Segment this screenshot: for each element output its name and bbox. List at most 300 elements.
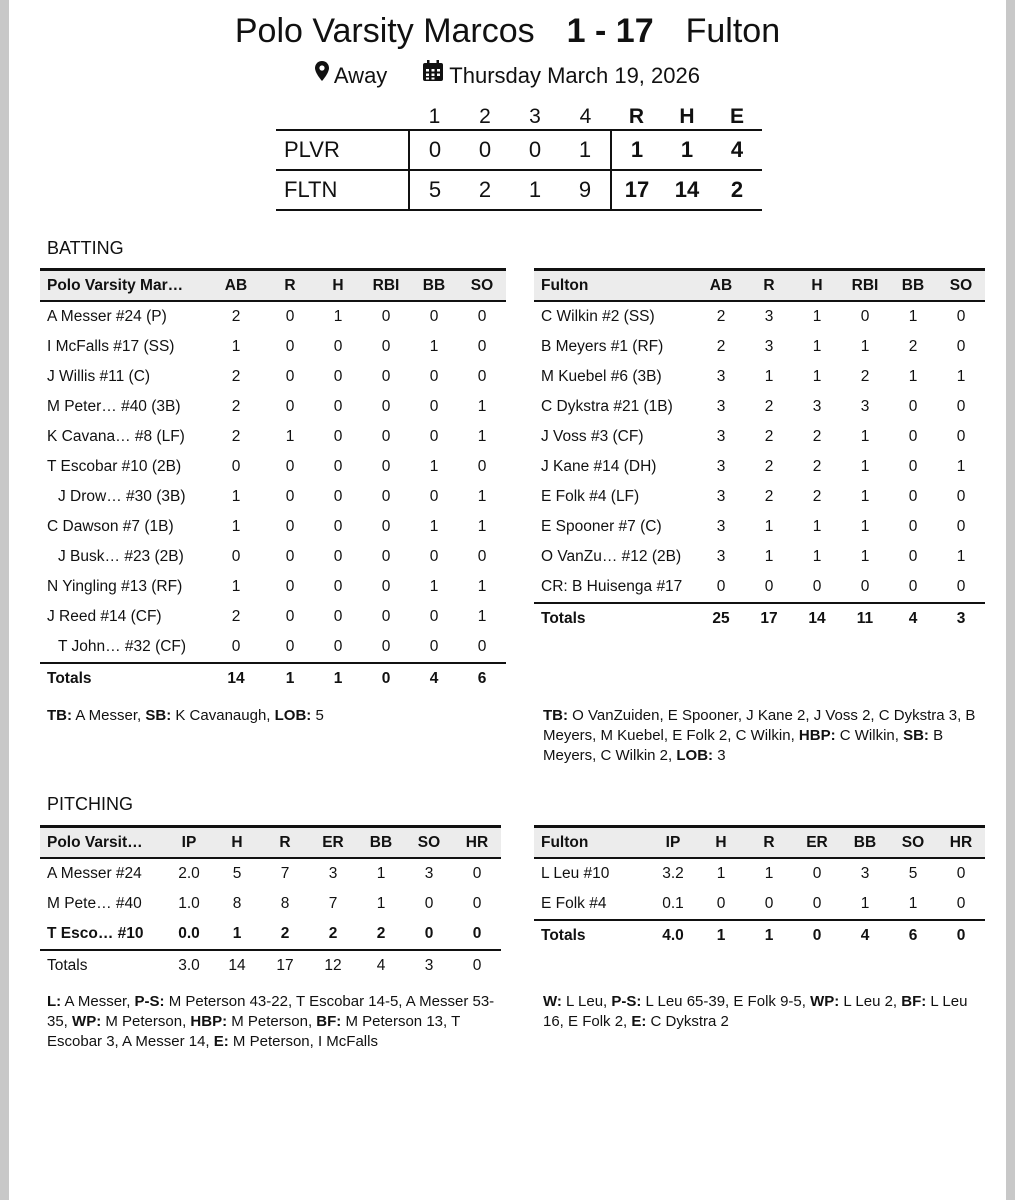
stat-cell: 0: [716, 895, 726, 912]
player-row: [40, 422, 506, 452]
player-row: [40, 392, 506, 422]
stat-cell: 1: [764, 518, 774, 535]
game-meta: [0, 63, 1015, 91]
inning-runs: 0: [409, 130, 460, 170]
stat-cell: 0: [472, 895, 482, 912]
note-value: L Leu 2,: [839, 993, 902, 1010]
stat-cell: 3: [716, 368, 726, 385]
stat-cell: 8: [280, 895, 290, 912]
player-row: [534, 392, 985, 422]
stat-cell: 0: [956, 578, 966, 595]
stat-cell: 3: [716, 518, 726, 535]
stat-cell: 3: [328, 865, 338, 882]
stat-cell: 0: [764, 895, 774, 912]
stat-cell: 3: [716, 428, 726, 445]
player-row: [40, 919, 501, 950]
total-hits: 14: [662, 170, 712, 210]
stat-cell: 0: [424, 895, 434, 912]
stat-cell: 1: [860, 548, 870, 565]
player-name: J Busk… #23 (2B): [58, 548, 184, 565]
player-row: [534, 452, 985, 482]
stat-cell: 1: [231, 338, 241, 355]
totals-cell: 4.0: [649, 920, 697, 951]
stat-cell: 0: [333, 578, 343, 595]
stat-cell: 3: [716, 548, 726, 565]
player-name: M Peter… #40 (3B): [47, 398, 181, 415]
stat-cell: 1: [860, 518, 870, 535]
game-date: Thursday March 19, 2026: [449, 63, 700, 88]
note-key: SB:: [903, 727, 929, 744]
stat-column-header: R: [266, 270, 314, 302]
totals-cell: 11: [841, 603, 889, 634]
stat-cell: 1: [429, 518, 439, 535]
stat-cell: 5: [232, 865, 242, 882]
stat-cell: 0: [231, 548, 241, 565]
stat-cell: 0: [764, 578, 774, 595]
stat-cell: 0: [285, 638, 295, 655]
stat-cell: 0: [333, 398, 343, 415]
player-name: J Voss #3 (CF): [541, 428, 644, 445]
stat-cell: 0: [908, 458, 918, 475]
totals-cell: 4: [410, 663, 458, 694]
stat-cell: 1: [213, 919, 261, 950]
stat-cell: 0: [956, 488, 966, 505]
player-row: [40, 482, 506, 512]
totals-cell: 3: [424, 957, 434, 974]
stat-cell: 2: [231, 608, 241, 625]
player-name: B Meyers #1 (RF): [541, 338, 664, 355]
stat-cell: 0: [812, 895, 822, 912]
stat-cell: 1: [812, 338, 822, 355]
totals-cell: 17: [745, 603, 793, 634]
player-row: [40, 332, 506, 362]
stat-cell: 0: [477, 458, 487, 475]
note-value: M Peterson,: [227, 1013, 317, 1030]
player-row: [534, 422, 985, 452]
note-value: M Peterson 13, T Escobar 3, A Messer 14,: [47, 1013, 460, 1050]
inning-runs: 2: [460, 170, 510, 210]
stat-cell: 0: [231, 638, 241, 655]
stat-cell: 0: [429, 488, 439, 505]
stat-column-header: AB: [206, 270, 266, 302]
stat-column-header: ER: [309, 827, 357, 859]
stat-cell: 1: [477, 608, 487, 625]
player-row: [40, 452, 506, 482]
stat-cell: 0: [333, 518, 343, 535]
stat-cell: 1: [956, 368, 966, 385]
table-header-row: [40, 270, 506, 302]
stat-cell: 0: [333, 458, 343, 475]
totals-label: Totals: [47, 957, 88, 974]
stat-column-header: SO: [458, 270, 506, 302]
player-name: M Pete… #40: [47, 895, 142, 912]
stat-cell: 0: [956, 398, 966, 415]
stat-cell: 1: [908, 368, 918, 385]
totals-cell: 14: [228, 957, 246, 974]
player-row: [40, 512, 506, 542]
pitching-table-home: [40, 825, 501, 981]
totals-row: [40, 950, 501, 981]
stat-cell: 0: [381, 428, 391, 445]
stat-cell: 0: [381, 488, 391, 505]
stat-cell: 0: [956, 865, 966, 882]
player-name: J Kane #14 (DH): [541, 458, 657, 475]
inning-header: 1: [428, 104, 441, 128]
stat-cell: 1: [285, 428, 295, 445]
stat-cell: 0.1: [662, 895, 684, 912]
stat-cell: 0: [333, 548, 343, 565]
stat-column-header: SO: [937, 270, 985, 302]
note-value: A Messer,: [72, 707, 146, 724]
stat-column-header: HR: [453, 827, 501, 859]
note-key: P-S:: [134, 993, 165, 1010]
stat-cell: 1: [764, 865, 774, 882]
player-row: [40, 632, 506, 663]
totals-cell: 3: [937, 603, 985, 634]
stat-cell: 5: [908, 865, 918, 882]
stat-cell: 1: [812, 368, 822, 385]
inning-runs: 1: [560, 130, 611, 170]
stat-cell: 1: [477, 578, 487, 595]
stat-cell: 2: [231, 368, 241, 385]
stat-cell: 2: [261, 919, 309, 950]
player-name: L Leu #10: [541, 865, 610, 882]
stat-cell: 0: [381, 458, 391, 475]
stat-cell: 0: [956, 308, 966, 325]
home-team-name: Polo Varsity Marcos: [234, 12, 535, 50]
totals-cell: 6: [458, 663, 506, 694]
stat-column-header: H: [697, 827, 745, 859]
stat-cell: 1: [429, 578, 439, 595]
stat-cell: 2: [764, 458, 774, 475]
stat-cell: 0: [477, 338, 487, 355]
stat-cell: 0: [405, 919, 453, 950]
note-key: L:: [47, 993, 62, 1010]
errors-header: E: [729, 104, 744, 128]
stat-cell: 1: [908, 895, 918, 912]
batting-notes-away: [543, 706, 991, 766]
stat-cell: 0: [956, 895, 966, 912]
stat-cell: 2: [812, 428, 822, 445]
location-text: Away: [333, 63, 388, 88]
stat-cell: 1: [956, 548, 966, 565]
totals-cell: 14: [793, 603, 841, 634]
final-score: 1 - 17: [566, 12, 654, 50]
stat-cell: 0: [477, 308, 487, 325]
stat-cell: 1: [860, 488, 870, 505]
totals-cell: 17: [276, 957, 294, 974]
team-column-header: Fulton: [534, 270, 697, 302]
stat-cell: 2: [764, 488, 774, 505]
inning-header: 4: [579, 104, 592, 128]
totals-cell: 1: [697, 920, 745, 951]
stat-cell: 1: [860, 458, 870, 475]
inning-header: 2: [479, 104, 491, 128]
stat-cell: 1: [333, 308, 343, 325]
stat-cell: 0: [333, 338, 343, 355]
player-row: [534, 301, 985, 332]
player-name: T Esco… #10: [40, 919, 165, 950]
stat-cell: 3: [716, 488, 726, 505]
stat-cell: 0: [429, 548, 439, 565]
stat-cell: 0: [477, 638, 487, 655]
stat-cell: 1: [477, 488, 487, 505]
note-key: TB:: [543, 707, 568, 724]
note-key: E:: [631, 1013, 647, 1030]
stat-cell: 0: [333, 488, 343, 505]
note-key: BF:: [901, 993, 927, 1010]
stat-cell: 0: [453, 919, 501, 950]
note-key: LOB:: [274, 707, 312, 724]
stat-column-header: IP: [165, 827, 213, 859]
stat-cell: 2: [908, 338, 918, 355]
stat-cell: 0: [908, 518, 918, 535]
line-score: [276, 104, 762, 211]
note-key: E:: [213, 1033, 229, 1050]
stat-cell: 0: [429, 368, 439, 385]
batting-table-away: [534, 268, 985, 634]
stat-column-header: HR: [937, 827, 985, 859]
note-value: C Wilkin,: [835, 727, 904, 744]
totals-cell: 6: [889, 920, 937, 951]
stat-cell: 0: [285, 458, 295, 475]
totals-cell: 25: [697, 603, 745, 634]
stat-column-header: BB: [357, 827, 405, 859]
stat-cell: 0: [908, 488, 918, 505]
stat-cell: 7: [280, 865, 290, 882]
stat-cell: 0: [381, 518, 391, 535]
player-name: C Dawson #7 (1B): [47, 518, 174, 535]
stat-cell: 0: [860, 578, 870, 595]
stat-cell: 0: [333, 638, 343, 655]
batting-table-home: [40, 268, 506, 694]
inning-runs: 9: [560, 170, 611, 210]
note-value: 5: [311, 707, 324, 724]
stat-cell: 0: [381, 398, 391, 415]
stat-cell: 0: [429, 638, 439, 655]
stat-cell: 0: [956, 428, 966, 445]
stat-cell: 1: [956, 458, 966, 475]
stat-cell: 0: [285, 338, 295, 355]
note-key: W:: [543, 993, 562, 1010]
stat-cell: 0: [285, 518, 295, 535]
stat-cell: 0: [381, 308, 391, 325]
note-key: WP:: [810, 993, 840, 1010]
note-value: 3: [713, 747, 726, 764]
stat-cell: 0: [285, 608, 295, 625]
total-errors: 4: [712, 130, 762, 170]
player-row: [40, 362, 506, 392]
totals-row: [534, 920, 985, 951]
note-value: B Meyers, C Wilkin 2,: [543, 727, 944, 764]
stat-cell: 1: [812, 308, 822, 325]
pitching-notes-away: [543, 992, 991, 1032]
player-row: [40, 602, 506, 632]
note-value: L Leu,: [561, 993, 612, 1010]
stat-column-header: R: [745, 827, 793, 859]
stat-cell: 2: [309, 919, 357, 950]
player-name: A Messer #24 (P): [47, 308, 167, 325]
stat-cell: 0: [429, 428, 439, 445]
stat-cell: 0: [381, 578, 391, 595]
stat-cell: 1.0: [178, 895, 200, 912]
stat-cell: 0: [908, 578, 918, 595]
note-key: SB:: [145, 707, 172, 724]
linescore-row: [276, 130, 762, 170]
stat-cell: 3: [424, 865, 434, 882]
note-value: L Leu 16, E Folk 2,: [543, 993, 968, 1030]
stat-cell: 1: [477, 518, 487, 535]
stat-cell: 0: [812, 865, 822, 882]
note-value: M Peterson 43-22, T Escobar 14-5, A Messer 53-35,: [47, 993, 495, 1030]
stat-column-header: RBI: [362, 270, 410, 302]
inning-header: 3: [529, 104, 541, 128]
location-pin-icon: [315, 61, 329, 87]
player-row: [40, 572, 506, 602]
totals-cell: 1: [314, 663, 362, 694]
player-name: J Reed #14 (CF): [47, 608, 162, 625]
stat-column-header: RBI: [841, 270, 889, 302]
stat-column-header: H: [314, 270, 362, 302]
player-row: [534, 542, 985, 572]
stat-cell: 2: [764, 398, 774, 415]
note-value: A Messer,: [61, 993, 135, 1010]
stat-column-header: IP: [649, 827, 697, 859]
stat-cell: 3: [764, 338, 774, 355]
stat-cell: 0: [472, 865, 482, 882]
stat-cell: 3: [764, 308, 774, 325]
stat-cell: 2: [231, 428, 241, 445]
total-hits: 1: [662, 130, 712, 170]
totals-cell: 4: [841, 920, 889, 951]
player-name: J Drow… #30 (3B): [58, 488, 186, 505]
stat-cell: 1: [860, 338, 870, 355]
note-key: HBP:: [798, 727, 836, 744]
stat-column-header: BB: [841, 827, 889, 859]
left-border: [0, 0, 9, 1200]
stat-cell: 3.2: [662, 865, 684, 882]
stat-cell: 2: [357, 919, 405, 950]
inning-runs: 1: [510, 170, 560, 210]
note-value: M Peterson,: [101, 1013, 191, 1030]
stat-cell: 1: [376, 865, 386, 882]
stat-cell: 0: [908, 398, 918, 415]
stat-column-header: H: [793, 270, 841, 302]
stat-cell: 8: [232, 895, 242, 912]
stat-cell: 1: [908, 308, 918, 325]
pitching-notes-home: [47, 992, 497, 1052]
stat-cell: 0: [333, 368, 343, 385]
note-key: LOB:: [676, 747, 714, 764]
stat-cell: 0: [333, 608, 343, 625]
table-header-row: [534, 827, 985, 859]
totals-cell: 1: [266, 663, 314, 694]
player-name: N Yingling #13 (RF): [47, 578, 183, 595]
stat-column-header: H: [213, 827, 261, 859]
stat-cell: 2: [764, 428, 774, 445]
totals-row: [40, 663, 506, 694]
right-border: [1006, 0, 1015, 1200]
team-column-header: Polo Varsity Mar…: [40, 270, 206, 302]
stat-cell: 0: [285, 548, 295, 565]
totals-cell: 0: [362, 663, 410, 694]
note-key: HBP:: [190, 1013, 228, 1030]
stat-cell: 3: [860, 398, 870, 415]
totals-cell: 12: [324, 957, 342, 974]
note-value: K Cavanaugh,: [171, 707, 275, 724]
stat-cell: 2: [716, 338, 726, 355]
away-team-name: Fulton: [685, 12, 781, 50]
stat-cell: 1: [860, 895, 870, 912]
totals-row: [534, 603, 985, 634]
stat-cell: 3: [716, 398, 726, 415]
player-name: E Folk #4 (LF): [541, 488, 640, 505]
player-name: E Folk #4: [541, 895, 607, 912]
inning-runs: 5: [409, 170, 460, 210]
player-row: [534, 512, 985, 542]
stat-cell: 0: [908, 548, 918, 565]
stat-cell: 2: [812, 488, 822, 505]
player-name: O VanZu… #12 (2B): [541, 548, 682, 565]
player-name: T Escobar #10 (2B): [47, 458, 182, 475]
stat-column-header: R: [261, 827, 309, 859]
calendar-icon: [422, 60, 444, 88]
stat-cell: 2.0: [178, 865, 200, 882]
pitching-table-away: [534, 825, 985, 951]
stat-cell: 1: [477, 428, 487, 445]
stat-column-header: SO: [889, 827, 937, 859]
player-name: C Dykstra #21 (1B): [541, 398, 673, 415]
stat-column-header: BB: [889, 270, 937, 302]
note-value: C Dykstra 2: [646, 1013, 729, 1030]
totals-cell: 3.0: [178, 957, 200, 974]
stat-cell: 1: [231, 578, 241, 595]
stat-cell: 3: [812, 398, 822, 415]
note-key: WP:: [72, 1013, 102, 1030]
game-title: [0, 12, 1015, 51]
stat-cell: 1: [812, 518, 822, 535]
team-abbr: FLTN: [276, 170, 409, 210]
stat-cell: 0: [908, 428, 918, 445]
stat-cell: 1: [231, 518, 241, 535]
stat-cell: 0: [285, 488, 295, 505]
stat-cell: 1: [764, 548, 774, 565]
stat-cell: 1: [429, 338, 439, 355]
note-key: TB:: [47, 707, 72, 724]
player-name: C Wilkin #2 (SS): [541, 308, 655, 325]
stat-cell: 1: [764, 368, 774, 385]
player-row: [534, 858, 985, 889]
totals-label: Totals: [534, 920, 649, 951]
total-errors: 2: [712, 170, 762, 210]
stat-cell: 0: [429, 398, 439, 415]
runs-header: R: [628, 104, 645, 128]
inning-runs: 0: [460, 130, 510, 170]
stat-cell: 0: [285, 578, 295, 595]
stat-column-header: SO: [405, 827, 453, 859]
stat-cell: 2: [812, 458, 822, 475]
totals-cell: 4: [376, 957, 386, 974]
stat-cell: 0: [285, 398, 295, 415]
stat-cell: 1: [860, 428, 870, 445]
stat-cell: 1: [429, 458, 439, 475]
stat-cell: 2: [716, 308, 726, 325]
note-value: O VanZuiden, E Spooner, J Kane 2, J Voss 2, C Dykstra 3, B Meyers, M Kuebel, E Folk 2, C Wilkin,: [543, 707, 976, 744]
team-column-header: Polo Varsit…: [40, 827, 165, 859]
totals-label: Totals: [40, 663, 206, 694]
player-row: [534, 889, 985, 920]
stat-cell: 7: [328, 895, 338, 912]
